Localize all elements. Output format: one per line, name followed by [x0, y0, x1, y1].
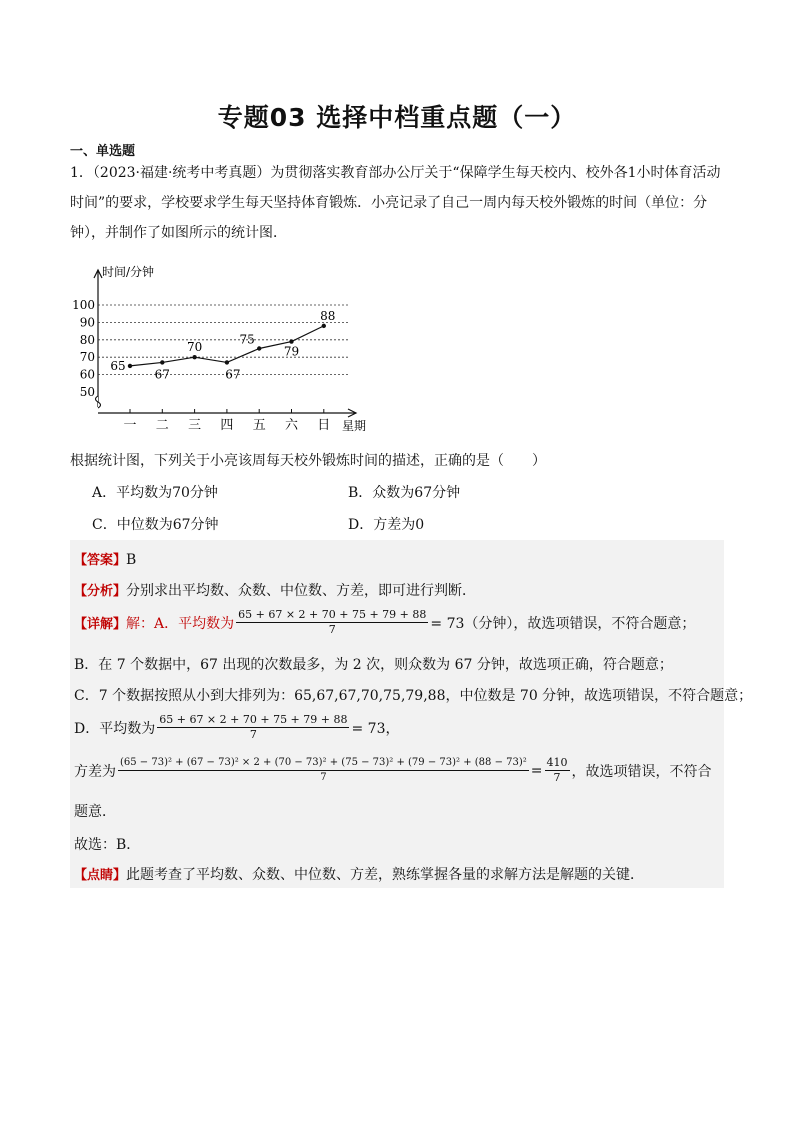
page-title: 专题03 选择中档重点题（一） [217, 103, 577, 132]
option-d[interactable]: D．方差为0 [348, 517, 425, 533]
data-point [289, 339, 293, 343]
fraction-denominator: 7 [328, 623, 336, 636]
analysis-tag: 【分析】 [74, 584, 127, 599]
data-label: 88 [320, 308, 336, 323]
question-stem [70, 163, 722, 253]
data-label: 70 [186, 340, 203, 355]
data-label: 65 [110, 358, 126, 373]
y-tick-label: 50 [79, 385, 95, 399]
x-axis-label: 星期 [342, 419, 367, 433]
detail-a-suffix: = 73（分钟），故选项错误，不符合题意； [430, 615, 696, 632]
data-label: 67 [225, 367, 241, 382]
detail-c-line: C．7 个数据按照从小到大排列为：65,67,67,70,75,79,88，中位数是 70 分钟，故选项错误，不符合题意； [74, 688, 753, 704]
conclusion-line: 故选：B． [74, 837, 141, 853]
detail-d-prefix: D．平均数为 [74, 720, 156, 737]
option-b[interactable]: B．众数为67分钟 [348, 485, 461, 501]
fraction-numerator: (65 − 73)² + (67 − 73)² × 2 + (70 − 73)² + (75 − 73)² + (79 − 73)² + (88 − 73)² [118, 756, 529, 771]
detail-d-line [74, 713, 399, 742]
stem-line-1: 1．（2023·福建·统考中考真题）为贯彻落实教育部办公厅关于“保障学生每天校内、校外各1小时体育活动 [70, 165, 721, 181]
x-tick-label: 六 [284, 418, 299, 433]
fraction-denominator: 7 [249, 728, 257, 741]
data-point [225, 360, 229, 364]
fraction-numerator: 65 + 67 × 2 + 70 + 75 + 79 + 88 [238, 608, 427, 621]
question-prompt: 根据统计图，下列关于小亮该周每天校外锻炼时间的描述，正确的是（ ） [70, 453, 546, 469]
data-label: 67 [154, 367, 170, 382]
y-tick-label: 90 [79, 315, 95, 330]
section-heading: 一、单选题 [70, 144, 136, 159]
y-tick-label: 100 [72, 298, 95, 312]
x-tick-label: 四 [220, 418, 234, 433]
data-point [322, 324, 326, 328]
y-axis-label: 时间/分钟 [102, 265, 155, 279]
x-tick-label: 二 [155, 418, 169, 433]
data-point [128, 364, 132, 368]
answer-value: B [126, 552, 137, 568]
detail-b-line: B．在 7 个数据中，67 出现的次数最多，为 2 次，则众数为 67 分钟，故选项正确，符合题意； [74, 657, 673, 673]
variance-prefix: 方差为 [74, 763, 116, 780]
fraction-denominator: 7 [320, 772, 327, 783]
comment-tag: 【点睛】 [74, 868, 127, 883]
variance-suffix: ，故选项错误，不符合 [571, 763, 712, 780]
analysis-line [74, 580, 476, 600]
y-tick-label: 70 [79, 350, 95, 365]
axis-break [96, 396, 101, 408]
variance-suffix-line: 题意． [74, 804, 116, 820]
variance-equals: = [530, 762, 543, 779]
stem-line-3: 钟），并制作了如图所示的统计图． [70, 225, 287, 241]
y-tick-label: 60 [79, 367, 95, 382]
fraction-numerator: 410 [546, 756, 568, 769]
data-point [192, 355, 196, 359]
x-tick-label: 一 [123, 418, 137, 433]
detail-d-suffix: = 73， [351, 720, 400, 737]
fraction-variance [118, 756, 529, 785]
detail-tag: 【详解】 [74, 617, 127, 632]
fraction-numerator: 65 + 67 × 2 + 70 + 75 + 79 + 88 [159, 713, 348, 726]
detail-a-line [74, 608, 695, 637]
answer-tag: 【答案】 [74, 553, 127, 568]
answer-line [74, 549, 136, 568]
fraction-denominator: 7 [553, 771, 561, 784]
stem-line-2: 时间”的要求，学校要求学生每天坚持体育锻炼．小亮记录了自己一周内每天校外锻炼的时间（单位：分 [70, 195, 708, 211]
data-point [257, 346, 261, 350]
data-point [160, 360, 164, 364]
option-a[interactable]: A．平均数为70分钟 [92, 485, 218, 501]
x-tick-label: 五 [252, 418, 266, 433]
analysis-text: 分别求出平均数、众数、中位数、方差，即可进行判断． [126, 583, 477, 599]
x-tick-label: 日 [317, 418, 331, 433]
data-label: 75 [239, 332, 255, 347]
x-tick-label: 三 [188, 418, 202, 433]
line-chart [70, 262, 390, 437]
comment-line [74, 864, 644, 884]
y-tick-label: 80 [79, 332, 95, 347]
fraction-variance-result [545, 756, 570, 785]
variance-line [74, 756, 712, 785]
fraction-mean-d [157, 713, 349, 742]
option-c[interactable]: C．中位数为67分钟 [92, 517, 219, 533]
comment-text: 此题考查了平均数、众数、中位数、方差，熟练掌握各量的求解方法是解题的关键． [126, 867, 645, 883]
data-label: 79 [283, 344, 300, 359]
detail-a-prefix: 解：A．平均数为 [126, 615, 235, 632]
fraction-mean-a [236, 608, 428, 637]
